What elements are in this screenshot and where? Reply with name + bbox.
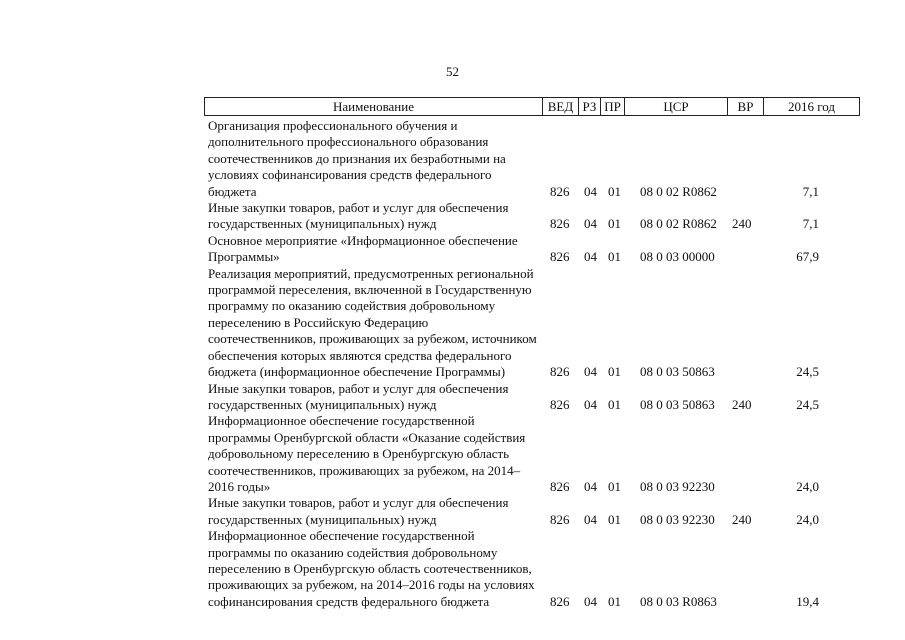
row-amount: 7,1 [802, 216, 819, 232]
row-ved: 826 [550, 216, 570, 232]
row-vr: 240 [732, 396, 752, 412]
row-ved: 826 [550, 511, 570, 527]
row-rz: 04 [584, 183, 597, 199]
row-pr: 01 [608, 183, 621, 199]
table-row [0, 266, 905, 381]
row-ved: 826 [550, 249, 570, 265]
row-pr: 01 [608, 364, 621, 380]
row-csr: 08 0 03 00000 [640, 249, 715, 265]
page-number: 52 [446, 64, 459, 79]
row-ved: 826 [550, 396, 570, 412]
row-amount: 24,5 [796, 396, 819, 412]
row-ved: 826 [550, 593, 570, 609]
row-name: Информационное обеспечение государственной программы Оренбургской области «Оказание содействия добровольному переселению в Оренбургскую область соотечественников, проживающих за рубежом, на 2014–2016 годы» [208, 413, 526, 494]
header-vr: ВР [728, 98, 764, 115]
table-row [0, 495, 905, 528]
row-name: Основное мероприятие «Информационное обеспечение Программы» [208, 232, 518, 265]
table-row [0, 413, 905, 495]
header-ved: ВЕД [543, 98, 579, 115]
row-ved: 826 [550, 364, 570, 380]
row-csr: 08 0 03 R0863 [640, 593, 717, 609]
row-name: Иные закупки товаров, работ и услуг для обеспечения государственных (муниципальных) нужд [208, 495, 509, 527]
row-csr: 08 0 02 R0862 [640, 183, 717, 199]
table-row [0, 381, 905, 414]
row-rz: 04 [584, 249, 597, 265]
row-csr: 08 0 03 92230 [640, 511, 715, 527]
header-name: Наименование [205, 98, 543, 115]
row-ved: 826 [550, 183, 570, 199]
row-rz: 04 [584, 396, 597, 412]
row-name: Организация профессионального обучения и дополнительного профессионального образования соотечественников до признания их безработными на условиях софинансирования средств федерального бюджета [208, 118, 506, 199]
row-name: Информационное обеспечение государственной программы по оказанию содействия добровольному переселению в Оренбургскую область соотечественников, проживающих за рубежом, на 2014–2016 годы на условиях софинансирования средств федерального бюджета [208, 528, 535, 609]
header-csr: ЦСР [625, 98, 728, 115]
header-year: 2016 год [788, 99, 835, 114]
row-amount: 24,0 [796, 478, 819, 494]
row-rz: 04 [584, 511, 597, 527]
table-row [0, 118, 905, 200]
table-row [0, 233, 905, 266]
row-pr: 01 [608, 511, 621, 527]
row-rz: 04 [584, 216, 597, 232]
row-csr: 08 0 03 50863 [640, 396, 715, 412]
row-rz: 04 [584, 364, 597, 380]
row-vr: 240 [732, 216, 752, 232]
row-vr: 240 [732, 511, 752, 527]
row-amount: 19,4 [796, 593, 819, 609]
row-csr: 08 0 02 R0862 [640, 216, 717, 232]
row-amount: 24,0 [796, 511, 819, 527]
row-pr: 01 [608, 396, 621, 412]
row-pr: 01 [608, 249, 621, 265]
row-amount: 24,5 [796, 364, 819, 380]
row-rz: 04 [584, 478, 597, 494]
row-pr: 01 [608, 216, 621, 232]
table-row [0, 200, 905, 233]
row-rz: 04 [584, 593, 597, 609]
header-rz: РЗ [579, 98, 601, 115]
row-amount: 7,1 [802, 183, 819, 199]
row-csr: 08 0 03 50863 [640, 364, 715, 380]
row-pr: 01 [608, 593, 621, 609]
row-amount: 67,9 [796, 249, 819, 265]
row-pr: 01 [608, 478, 621, 494]
table-header [204, 97, 860, 116]
row-ved: 826 [550, 478, 570, 494]
header-pr: ПР [601, 98, 625, 115]
row-name: Реализация мероприятий, предусмотренных региональной программой переселения, включенной в Государственную программу по оказанию содействия добровольному переселению в Российскую Федерацию соотечественников, проживающих за рубежом, источником обеспечения которых являются средства федерального бюджета (информационное обеспечение Программы) [208, 265, 537, 380]
row-csr: 08 0 03 92230 [640, 478, 715, 494]
table-row [0, 528, 905, 610]
row-name: Иные закупки товаров, работ и услуг для обеспечения государственных (муниципальных) нужд [208, 200, 509, 232]
row-name: Иные закупки товаров, работ и услуг для обеспечения государственных (муниципальных) нужд [208, 380, 509, 412]
table-body [0, 118, 905, 610]
